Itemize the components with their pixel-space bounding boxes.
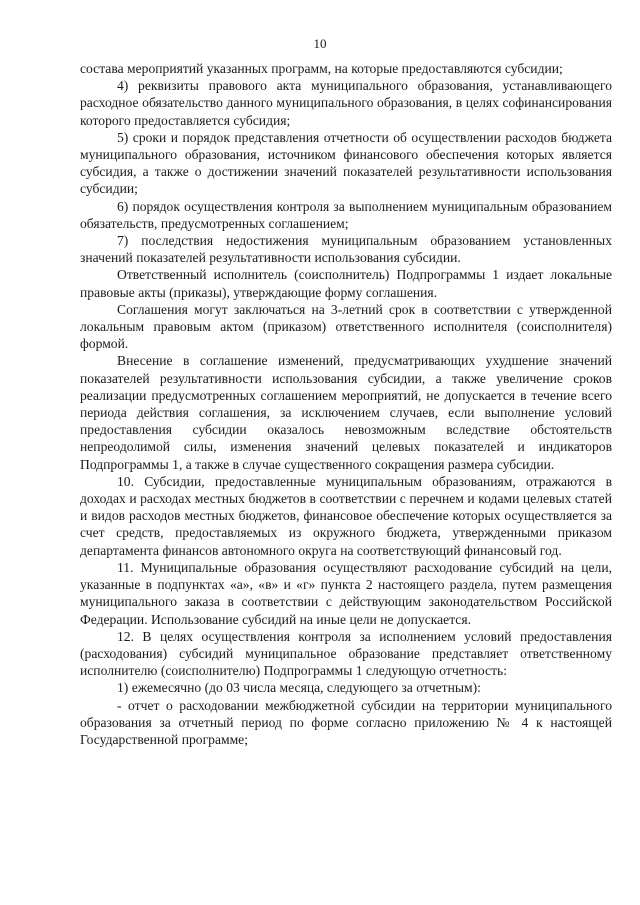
paragraph: Соглашения могут заключаться на 3-летний срок в соответствии с утвержденной локальным правовым актом (приказом) ответственного исполнителя (соисполнителя) формой. <box>80 301 612 352</box>
paragraph: 6) порядок осуществления контроля за выполнением муниципальным образованием обязательств, предусмотренных соглашением; <box>80 198 612 231</box>
paragraph: 7) последствия недостижения муниципальным образованием установленных значений показателей результативности использования субсидии. <box>80 233 612 266</box>
paragraph: 5) сроки и порядок представления отчетности об осуществлении расходов бюджета муниципального образования, источником финансового обеспечения которых является субсидия, а также о достижении значений показателей результативности использования субсидии; <box>80 129 612 197</box>
page-number: 10 <box>313 36 327 51</box>
paragraph: Ответственный исполнитель (соисполнитель) Подпрограммы 1 издает локальные правовые акты (приказы), утверждающие форму соглашения. <box>80 267 612 300</box>
paragraph: 1) ежемесячно (до 03 числа месяца, следующего за отчетным): <box>117 680 481 696</box>
paragraph: Внесение в соглашение изменений, предусматривающих ухудшение значений показателей результативности использования субсидии, а также увеличение сроков реализации предусмотренных соглашением мероприятий, не допускается в течение всего периода действия соглашения, за исключением случаев, если выполнение условий предоставления субсидии оказалось невозможным вследствие обстоятельств непреодолимой силы, изменения значений целевых показателей и индикаторов Подпрограммы 1, а также в случае существенного сокращения размера субсидии. <box>80 353 612 472</box>
paragraph: 10. Субсидии, предоставленные муниципальным образованиям, отражаются в доходах и расходах местных бюджетов в соответствии с перечнем и кодами целевых статей и видов расходов местных бюджетов, финансовое обеспечение которых осуществляется за счет средств, предоставляемых из окружного бюджета, утвержденными приказом департамента финансов автономного округа на соответствующий финансовый год. <box>80 473 612 558</box>
paragraph: состава мероприятий указанных программ, на которые предоставляются субсидии; <box>80 61 563 76</box>
paragraph: 11. Муниципальные образования осуществляют расходование субсидий на цели, указанные в подпунктах «а», «в» и «г» пункта 2 настоящего раздела, путем размещения муниципального заказа в соответствии с действующим законодательством Российской Федерации. Использование субсидий на иные цели не допускается. <box>80 559 612 627</box>
document-body <box>80 60 612 748</box>
paragraph: - отчет о расходовании межбюджетной субсидии на территории муниципального образования за отчетный период по форме согласно приложению № 4 к настоящей Государственной программе; <box>80 697 612 747</box>
paragraph: 4) реквизиты правового акта муниципального образования, устанавливающего расходное обязательство данного муниципального образования, в целях софинансирования которого предоставляется субсидия; <box>80 78 612 128</box>
paragraph: 12. В целях осуществления контроля за исполнением условий предоставления (расходования) субсидий муниципальное образование представляет ответственному исполнителю (соисполнителю) Подпрограммы 1 следующую отчетность: <box>80 628 612 679</box>
